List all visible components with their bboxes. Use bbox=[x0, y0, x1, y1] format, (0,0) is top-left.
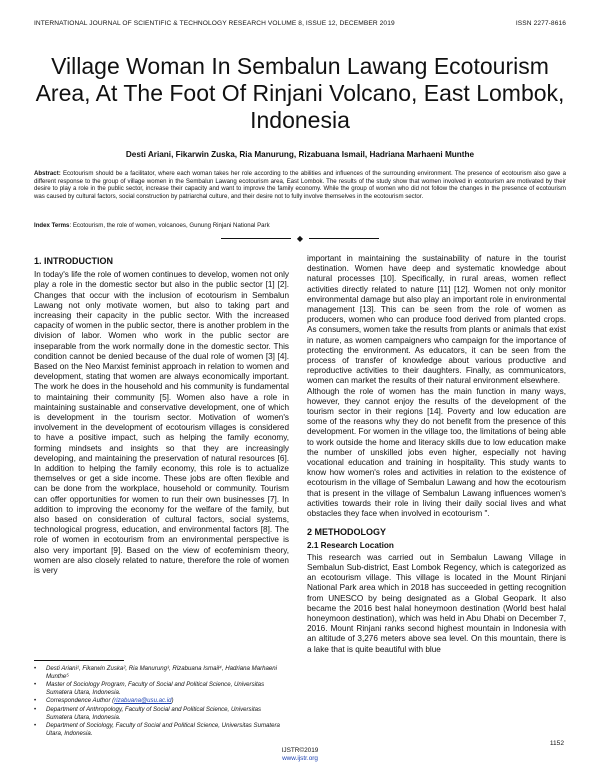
bullet-icon: • bbox=[34, 665, 37, 672]
separator-line-right bbox=[309, 238, 379, 239]
methodology-heading: 2 METHODOLOGY bbox=[307, 527, 387, 538]
footnote-email-suffix: ) bbox=[171, 697, 174, 705]
issn: ISSN 2277-8616 bbox=[515, 20, 566, 27]
footnote-text: Master of Sociology Program, Faculty of Social and Political Science, Universitas Sumatera Utara, Indonesia. bbox=[46, 681, 265, 696]
paper-title: Village Woman In Sembalun Lawang Ecotourism Area, At The Foot Of Rinjani Volcano, East Lombok, Indonesia bbox=[35, 53, 565, 133]
footnote-rule bbox=[34, 660, 124, 661]
bullet-icon: • bbox=[34, 722, 37, 730]
abstract-text: Ecotourism should be a facilitator, where each woman takes her role according to the abilities and influences of the surrounding environment. The presence of ecotourism also gave a different response to the group of village women in the Sembalun Lawang ecotourism area, East Lombok. The results of the study show that women involved in ecotourism are motivated by their desire to play a role in the public sector, increase their capacity and want to improve the family economy. While the group of women who did not follow the changes in the presence of ecotourism was caused by cultural factors, social construction by patriarchal culture, and their desire not to fully involve themselves in the ecotourism sector. bbox=[34, 170, 566, 200]
author-list: Desti Ariani, Fikarwin Zuska, Ria Manurung, Rizabuana Ismail, Hadriana Marhaeni Munthe bbox=[125, 150, 475, 159]
index-terms bbox=[34, 222, 566, 230]
index-terms-label: Index Terms bbox=[34, 222, 70, 229]
footnote-text: Department of Sociology, Faculty of Social and Political Science, Universitas Sumatera Utara, Indonesia. bbox=[46, 722, 280, 737]
diamond-icon: ◆ bbox=[296, 234, 304, 244]
right-paragraph-2: Although the role of women has the main function in many ways, however, they cannot enjoy the results of the development of the tourism sector in their regions [14]. Poverty and low education are some of the reasons why they do not benefit from the presence of this development. For women in the village too, the limitations of being able to work outside the home and literacy skills due to low education make the number of unskilled jobs even higher, especially not having vocational education and training in hospitality. This study wants to know how women's roles and activities in relation to the existence of ecotourism in the village of Sembalun Lawang and how the ecotourism that is present in the village of Sembalun Lawang influences women's activities towards their role in living their daily social lives and what obstacles they face when involved in ecotourism ". bbox=[307, 386, 566, 519]
footnote-item bbox=[34, 705, 289, 721]
footnote-item bbox=[34, 681, 289, 696]
correspondence-email-link[interactable]: rizabuana@usu.ac.id bbox=[114, 697, 172, 705]
footnote-text: Department of Anthropology, Faculty of Social and Political Science, Universitas Sumatera Utara, Indonesia. bbox=[46, 705, 262, 721]
bullet-icon: • bbox=[34, 681, 37, 689]
footnote-item bbox=[34, 722, 289, 737]
footnote-text: Desti Ariani¹, Fikarwin Zuska², Ria Manurung³, Rizabuana Ismail⁴, Hadriana Marhaeni Munthe⁵ bbox=[46, 665, 278, 680]
separator-line-left bbox=[221, 238, 291, 239]
footnote-email-prefix: Correspondence Author ( bbox=[46, 697, 115, 705]
page-footer bbox=[0, 747, 600, 763]
footer-url-link[interactable]: www.ijstr.org bbox=[282, 755, 318, 762]
footnote-item bbox=[34, 697, 289, 705]
research-location-heading: 2.1 Research Location bbox=[307, 541, 394, 551]
introduction-paragraph: In today's life the role of women continues to develop, women not only play a role in the domestic sector but also in the public sector [1] [2]. Changes that occur with the inclusion of ecotourism in Sembalun Lawang not only motivate women, but also to taking part and increasing their capacity in the public sector. With the increased capacity of women in the public sector, there is another problem in the division of labor. Women who work in the public sector are inseparable from the work normally done in the domestic sector. This condition cannot be denied because of the dual role of women [3] [4]. Based on the Neo Marxist feminist approach in relation to women and development, stating that women are always economically important. The work he does in the household and his community is fundamental to maintaining their community [5]. Women also have a role in maintaining sustainable and conservative development, one of which is development in the tourism sector. Motivation of women's involvement in the development of ecotourism villages is considered to have a positive impact, such as helping the family economy, forming mindsets and insights so that they are increasingly developing, and maintaining the preservation of natural resources [6]. In addition to helping the family economy, this role is to actualize themselves or get a side income. These jobs are often flexible and can be done from the workplace, household or community. Tourism can offer opportunities for women to run their own businesses [7]. In addition to improving the economy for the welfare of the family, but also based on consideration of cultural factors, social systems, technological progress, education, and environmental factors [8]. The role of women in ecotourism from an environmental perspective is also very important [9]. Based on the view of ecofeminism theory, women are also closely related to nature, therefore the role of women is very bbox=[34, 270, 289, 576]
footnote-list bbox=[34, 665, 289, 738]
footer-code: IJSTR©2019 bbox=[281, 747, 319, 754]
index-terms-text: : Ecotourism, the role of women, volcanoes, Gunung Rinjani National Park bbox=[69, 222, 270, 229]
section-separator bbox=[0, 234, 600, 243]
bullet-icon: • bbox=[34, 705, 37, 713]
research-location-paragraph: This research was carried out in Sembalun Lawang Village in Sembalun Sub-district, East Lombok Regency, which is categorized as an ecotourism village. This village is located in the Mount Rinjani National Park area which in 2018 has succeeded in getting recognition from UNESCO by being designated as a Global Geopark. It also became the 2016 best halal honeymoon destination (World best halal honeymoon destination), which was held in Abu Dhabi on December 7, 2016. Mount Rinjani ranks second highest mountain in Indonesia with an altitude of 3,276 meters above sea level. On this mountain, there is a lake that is quite beautiful with blue bbox=[307, 552, 566, 654]
abstract-label: Abstract: bbox=[34, 170, 61, 177]
abstract bbox=[34, 170, 566, 200]
right-column bbox=[307, 254, 566, 655]
journal-name: INTERNATIONAL JOURNAL OF SCIENTIFIC & TECHNOLOGY RESEARCH VOLUME 8, ISSUE 12, DECEMBER 2019 bbox=[34, 20, 395, 27]
introduction-heading: 1. INTRODUCTION bbox=[34, 256, 114, 266]
right-paragraph-1: important in maintaining the sustainability of nature in the tourist destination. Women have deep and systematic knowledge about natural processes [10]. Specifically, in rural areas, women reflect activities directly related to nature [11] [12]. Women not only monitor environmental damage but also play an important role in environmental management [13]. This can be seen from the role of women as producers, women who can produce food derived from planted crops. As consumers, women take the results from plants or animals that exist in nature, as women campaigners who campaign for the importance of protecting the environment. As educators, it can be seen from the process of transfer of knowledge about various productive and reproductive activities to their daughters. Finally, as communicators, women can market the results of their natural environment elsewhere. bbox=[307, 254, 566, 386]
bullet-icon: • bbox=[34, 697, 37, 705]
footnote-item bbox=[34, 665, 289, 680]
left-column bbox=[34, 254, 289, 576]
page-number: 1152 bbox=[549, 740, 564, 747]
